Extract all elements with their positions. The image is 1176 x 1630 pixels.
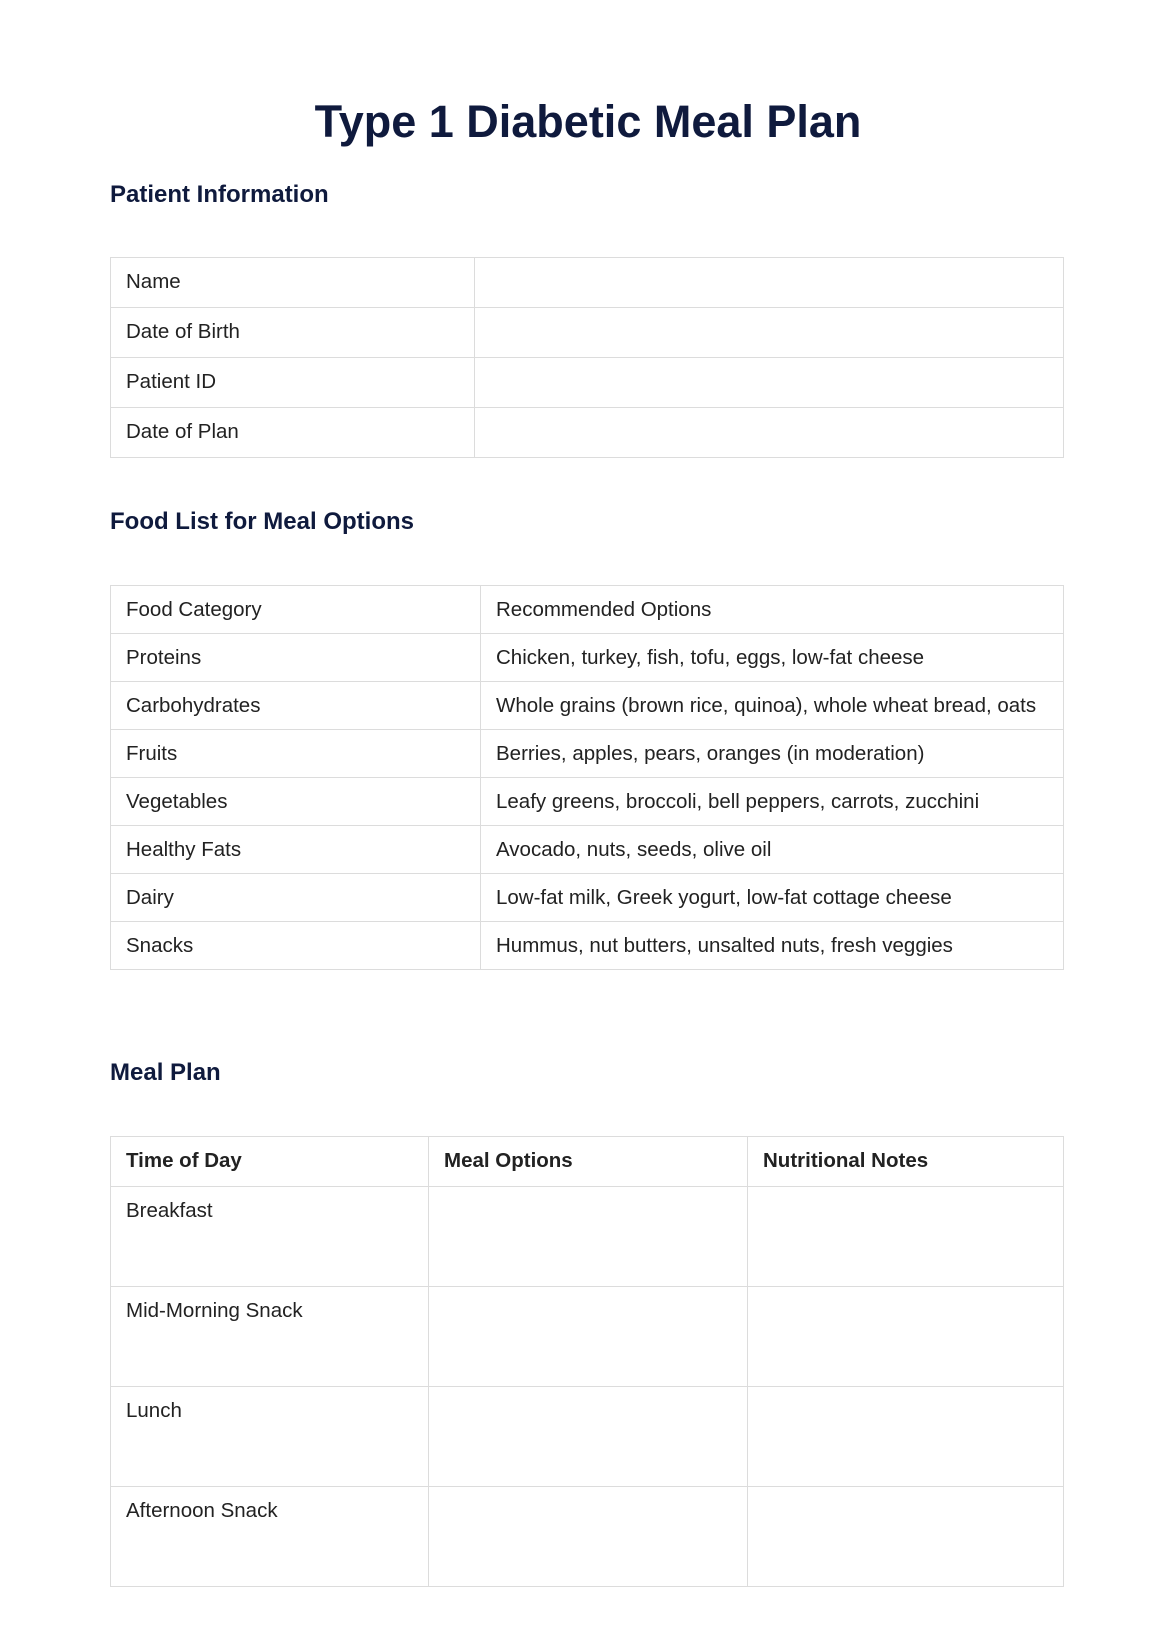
field-value-input[interactable]	[475, 308, 1064, 358]
field-label: Name	[111, 258, 475, 308]
table-row	[111, 874, 1064, 922]
recommended-options: Hummus, nut butters, unsalted nuts, fresh veggies	[481, 922, 1064, 970]
recommended-options: Leafy greens, broccoli, bell peppers, carrots, zucchini	[481, 778, 1064, 826]
recommended-options: Chicken, turkey, fish, tofu, eggs, low-fat cheese	[481, 634, 1064, 682]
table-row	[111, 1187, 1064, 1287]
nutritional-notes-input[interactable]	[748, 1287, 1064, 1387]
time-of-day: Breakfast	[111, 1187, 429, 1287]
table-row	[111, 778, 1064, 826]
food-category: Dairy	[111, 874, 481, 922]
food-category: Vegetables	[111, 778, 481, 826]
table-header-row	[111, 1137, 1064, 1187]
meal-options-input[interactable]	[429, 1487, 748, 1587]
column-header: Nutritional Notes	[748, 1137, 1064, 1187]
nutritional-notes-input[interactable]	[748, 1387, 1064, 1487]
table-header-row	[111, 586, 1064, 634]
field-value-input[interactable]	[475, 258, 1064, 308]
column-header: Time of Day	[111, 1137, 429, 1187]
column-header: Food Category	[111, 586, 481, 634]
food-category: Fruits	[111, 730, 481, 778]
food-category: Proteins	[111, 634, 481, 682]
patient-info-table	[110, 257, 1064, 458]
food-category: Snacks	[111, 922, 481, 970]
table-row	[111, 682, 1064, 730]
time-of-day: Afternoon Snack	[111, 1487, 429, 1587]
field-label: Date of Birth	[111, 308, 475, 358]
table-row	[111, 258, 1064, 308]
recommended-options: Avocado, nuts, seeds, olive oil	[481, 826, 1064, 874]
table-row	[111, 408, 1064, 458]
table-row	[111, 308, 1064, 358]
nutritional-notes-input[interactable]	[748, 1187, 1064, 1287]
nutritional-notes-input[interactable]	[748, 1487, 1064, 1587]
field-value-input[interactable]	[475, 358, 1064, 408]
time-of-day: Mid-Morning Snack	[111, 1287, 429, 1387]
table-row	[111, 730, 1064, 778]
meal-options-input[interactable]	[429, 1287, 748, 1387]
table-row	[111, 634, 1064, 682]
recommended-options: Berries, apples, pears, oranges (in moderation)	[481, 730, 1064, 778]
field-value-input[interactable]	[475, 408, 1064, 458]
meal-plan-heading: Meal Plan	[110, 1059, 221, 1086]
recommended-options: Whole grains (brown rice, quinoa), whole wheat bread, oats	[481, 682, 1064, 730]
table-row	[111, 1487, 1064, 1587]
meal-options-input[interactable]	[429, 1387, 748, 1487]
meal-plan-table	[110, 1136, 1064, 1587]
food-list-table	[110, 585, 1064, 970]
column-header: Meal Options	[429, 1137, 748, 1187]
meal-options-input[interactable]	[429, 1187, 748, 1287]
table-row	[111, 1287, 1064, 1387]
table-row	[111, 922, 1064, 970]
page-title: Type 1 Diabetic Meal Plan	[314, 96, 862, 147]
field-label: Patient ID	[111, 358, 475, 408]
food-list-heading: Food List for Meal Options	[110, 508, 414, 535]
recommended-options: Low-fat milk, Greek yogurt, low-fat cottage cheese	[481, 874, 1064, 922]
food-category: Carbohydrates	[111, 682, 481, 730]
food-category: Healthy Fats	[111, 826, 481, 874]
column-header: Recommended Options	[481, 586, 1064, 634]
table-row	[111, 1387, 1064, 1487]
patient-info-heading: Patient Information	[110, 181, 329, 208]
field-label: Date of Plan	[111, 408, 475, 458]
time-of-day: Lunch	[111, 1387, 429, 1487]
table-row	[111, 358, 1064, 408]
table-row	[111, 826, 1064, 874]
